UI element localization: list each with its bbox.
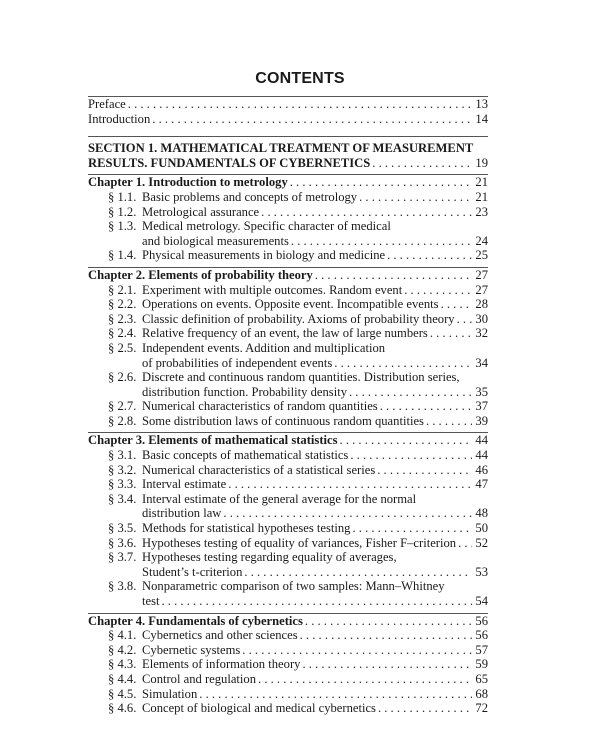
toc-section-entry[interactable] [88, 643, 488, 658]
toc-section-entry[interactable] [88, 326, 488, 341]
page-number: 37 [475, 399, 488, 414]
page-number: 32 [475, 326, 488, 341]
toc-section-entry[interactable] [88, 628, 488, 643]
section-number: § 2.5. [108, 340, 137, 355]
section-title: Discrete and continuous random quantities. Distribution series, [142, 370, 460, 385]
page-number: 28 [475, 297, 488, 312]
section-title: Operations on events. Opposite event. Incompatible events [142, 297, 439, 312]
section-number: § 3.1. [108, 448, 137, 463]
dot-leader [244, 565, 472, 580]
page-number: 23 [475, 204, 488, 219]
section-number: § 3.7. [108, 550, 137, 565]
toc-chapter-3[interactable] [88, 433, 488, 448]
toc-section-entry[interactable] [88, 657, 488, 672]
dot-leader [430, 326, 472, 341]
entry-line [88, 399, 488, 414]
chapter-title: Chapter 1. Introduction to metrology [88, 175, 288, 190]
page-number: 68 [475, 686, 488, 701]
section-title: distribution function. Probability density [142, 384, 347, 399]
section-title: Control and regulation [142, 671, 257, 686]
dot-leader [300, 628, 472, 643]
entry-line [88, 643, 488, 658]
section-title: Hypotheses testing of equality of variances, Fisher F–criterion [142, 535, 457, 550]
section-title: Methods for statistical hypotheses testing [142, 521, 351, 536]
entry-line [88, 672, 488, 687]
entry-line [88, 506, 488, 521]
entry-line [88, 356, 488, 371]
toc-section-entry[interactable] [88, 312, 488, 327]
dot-leader [372, 156, 472, 171]
entry-title: Preface [88, 97, 126, 111]
page-number: 50 [475, 521, 488, 536]
page-number: 13 [475, 97, 488, 111]
section-number: § 1.1. [108, 189, 137, 204]
toc-chapter-2[interactable] [88, 268, 488, 283]
section-title: Experiment with multiple outcomes. Random event [142, 282, 403, 297]
dot-leader [441, 297, 472, 312]
toc-section-entry[interactable] [88, 550, 488, 579]
entry-line [88, 234, 488, 249]
toc-section-entry[interactable] [88, 701, 488, 716]
section-title: Cybernetics and other sciences [142, 628, 298, 643]
section-number: § 2.3. [108, 311, 137, 326]
page-number: 56 [475, 613, 488, 628]
section-title: Hypotheses testing regarding equality of averages, [142, 550, 397, 565]
page-number: 54 [475, 594, 488, 608]
toc-section-entry[interactable] [88, 370, 488, 399]
entry-line [88, 701, 488, 716]
section-number: § 3.8. [108, 579, 137, 594]
entry-line [88, 687, 488, 702]
section-number: § 3.5. [108, 521, 137, 536]
section-title: Independent events. Addition and multiplication [142, 340, 386, 355]
dot-leader [242, 643, 472, 658]
section-title: Relative frequency of an event, the law of large numbers [142, 326, 428, 341]
section-title: Nonparametric comparison of two samples: Mann–Whitney [142, 579, 445, 594]
section-title: Metrological assurance [142, 204, 260, 219]
entry-line [88, 312, 488, 327]
entry-line [88, 492, 488, 507]
section-title: Interval estimate of the general average for the normal [142, 491, 417, 506]
section-number: § 3.2. [108, 462, 137, 477]
dot-leader [426, 414, 472, 429]
dot-leader [457, 312, 472, 327]
section-number: § 2.4. [108, 326, 137, 341]
dot-leader [128, 97, 472, 112]
page-number: 30 [475, 311, 488, 326]
section-title: Cybernetic systems [142, 642, 241, 657]
dot-leader [380, 399, 472, 414]
entry-line [88, 550, 488, 565]
section-heading-line-2: RESULTS. FUNDAMENTALS OF CYBERNETICS [88, 155, 371, 170]
entry-line [88, 219, 488, 234]
dot-leader [352, 521, 472, 536]
page-number: 44 [475, 448, 488, 463]
section-number: § 4.3. [108, 657, 137, 672]
section-number: § 4.2. [108, 642, 137, 657]
toc-section-entry[interactable] [88, 463, 488, 478]
entry-line [88, 248, 488, 263]
section-number: § 1.2. [108, 204, 137, 219]
entry-line [88, 205, 488, 220]
page-number: 21 [475, 189, 488, 204]
toc-section-entry[interactable] [88, 205, 488, 220]
entry-line [88, 190, 488, 205]
toc-chapter-4[interactable] [88, 614, 488, 629]
page-number: 19 [475, 155, 488, 170]
section-title: Basic concepts of mathematical statistics [142, 448, 349, 463]
dot-leader [334, 356, 472, 371]
toc-section-entry[interactable] [88, 687, 488, 702]
dot-leader [261, 205, 472, 220]
entry-line [88, 297, 488, 312]
toc-section-entry[interactable] [88, 399, 488, 414]
section-number: § 2.1. [108, 282, 137, 297]
page-number: 21 [475, 175, 488, 190]
section-title: Elements of information theory [142, 657, 301, 672]
entry-line [88, 536, 488, 551]
page-number: 27 [475, 282, 488, 297]
toc-section-entry[interactable] [88, 341, 488, 370]
dot-leader [359, 190, 472, 205]
page-number: 65 [475, 671, 488, 686]
chapter-title: Chapter 3. Elements of mathematical statistics [88, 433, 338, 448]
toc-section-entry[interactable] [88, 492, 488, 521]
page-number: 53 [475, 564, 488, 579]
toc-section-entry[interactable] [88, 521, 488, 536]
entry-line [88, 521, 488, 536]
chapter-list [88, 174, 488, 719]
toc-entry-preface[interactable] [88, 97, 488, 112]
page-number: 46 [475, 462, 488, 477]
section-number: § 3.3. [108, 477, 137, 492]
page-number: 48 [475, 506, 488, 521]
dot-leader [228, 477, 472, 492]
toc-section-entry[interactable] [88, 448, 488, 463]
chapter-title: Chapter 4. Fundamentals of cybernetics [88, 613, 303, 628]
table-of-contents [88, 96, 488, 720]
entry-line [88, 448, 488, 463]
page-number: 52 [475, 535, 488, 550]
section-title: of probabilities of independent events [142, 355, 333, 370]
section-title: Physical measurements in biology and medicine [142, 248, 386, 263]
page-number: 27 [475, 267, 488, 282]
dot-leader [291, 234, 472, 249]
page-number: 39 [475, 413, 488, 428]
section-title: Numerical characteristics of random quantities [142, 399, 378, 414]
section-title: and biological measurements [142, 233, 289, 248]
section-title: Basic problems and concepts of metrology [142, 189, 358, 204]
entry-line [88, 341, 488, 356]
toc-section-entry[interactable] [88, 283, 488, 298]
entry-line [88, 628, 488, 643]
section-number: § 4.4. [108, 671, 137, 686]
section-title: Simulation [142, 686, 198, 701]
section-heading[interactable] [88, 141, 488, 170]
chapter-title: Chapter 2. Elements of probability theory [88, 267, 313, 282]
section-number: § 3.4. [108, 491, 137, 506]
section-number: § 4.6. [108, 701, 137, 716]
section-number: § 2.2. [108, 297, 137, 312]
toc-section-entry[interactable] [88, 248, 488, 263]
section-number: § 1.3. [108, 219, 137, 234]
section-title: Concept of biological and medical cybernetics [142, 701, 376, 716]
section-number: § 2.8. [108, 413, 137, 428]
section-heading-line-1: SECTION 1. MATHEMATICAL TREATMENT OF MEASUREMENT [88, 141, 474, 156]
section-title: Interval estimate [142, 477, 227, 492]
entry-line [88, 594, 488, 609]
section-title: Some distribution laws of continuous random quantities [142, 413, 424, 428]
section-title: distribution law [142, 506, 222, 521]
section-number: § 2.7. [108, 399, 137, 414]
page-number: 35 [475, 384, 488, 399]
toc-section-entry[interactable] [88, 297, 488, 312]
dot-leader [349, 385, 472, 400]
toc-section-entry[interactable] [88, 219, 488, 248]
dot-leader [458, 536, 472, 551]
section-title: Student’s t-criterion [142, 564, 243, 579]
page-number: 59 [475, 657, 488, 672]
entry-line [88, 579, 488, 594]
section-number: § 3.6. [108, 535, 137, 550]
toc-entry-introduction[interactable] [88, 112, 488, 127]
section-number: § 4.5. [108, 686, 137, 701]
page-number: 47 [475, 477, 488, 492]
entry-line [88, 326, 488, 341]
page-number: 14 [475, 111, 488, 126]
section-number: § 1.4. [108, 248, 137, 263]
entry-line [88, 463, 488, 478]
entry-line [88, 657, 488, 672]
dot-leader [350, 448, 472, 463]
entry-line [88, 370, 488, 385]
dot-leader [305, 614, 472, 629]
toc-chapter-1[interactable] [88, 175, 488, 190]
page-number: 34 [475, 355, 488, 370]
dot-leader [302, 657, 472, 672]
dot-leader [223, 506, 472, 521]
page-number: 56 [475, 628, 488, 643]
section-number: § 4.1. [108, 628, 137, 643]
dot-leader [315, 268, 472, 283]
dot-leader [290, 175, 472, 190]
page-title: CONTENTS [255, 70, 345, 87]
entry-line [88, 565, 488, 580]
dot-leader [162, 594, 473, 609]
toc-section-entry[interactable] [88, 579, 488, 608]
toc-section-entry[interactable] [88, 672, 488, 687]
dot-leader [378, 701, 472, 716]
entry-line [88, 283, 488, 298]
spacer [88, 716, 488, 720]
entry-line [88, 414, 488, 429]
entry-line [88, 385, 488, 400]
dot-leader [340, 433, 472, 448]
page-number: 44 [475, 433, 488, 448]
dot-leader [387, 248, 472, 263]
page-number: 24 [475, 233, 488, 248]
section-title: Medical metrology. Specific character of medical [142, 219, 391, 234]
section-title: Classic definition of probability. Axioms of probability theory [142, 311, 455, 326]
section-number: § 2.6. [108, 370, 137, 385]
toc-section-entry[interactable] [88, 414, 488, 429]
section-title: Numerical characteristics of a statistical series [142, 462, 376, 477]
dot-leader [404, 283, 472, 298]
entry-title: Introduction [88, 111, 151, 126]
toc-section-entry[interactable] [88, 536, 488, 551]
page-number: 57 [475, 642, 488, 657]
section-title: test [142, 594, 160, 608]
dot-leader [152, 112, 472, 127]
toc-section-entry[interactable] [88, 190, 488, 205]
page-number: 25 [475, 248, 488, 263]
toc-section-entry[interactable] [88, 477, 488, 492]
dot-leader [199, 687, 472, 702]
dot-leader [258, 672, 472, 687]
dot-leader [377, 463, 472, 478]
entry-line [88, 477, 488, 492]
page-number: 72 [475, 701, 488, 716]
